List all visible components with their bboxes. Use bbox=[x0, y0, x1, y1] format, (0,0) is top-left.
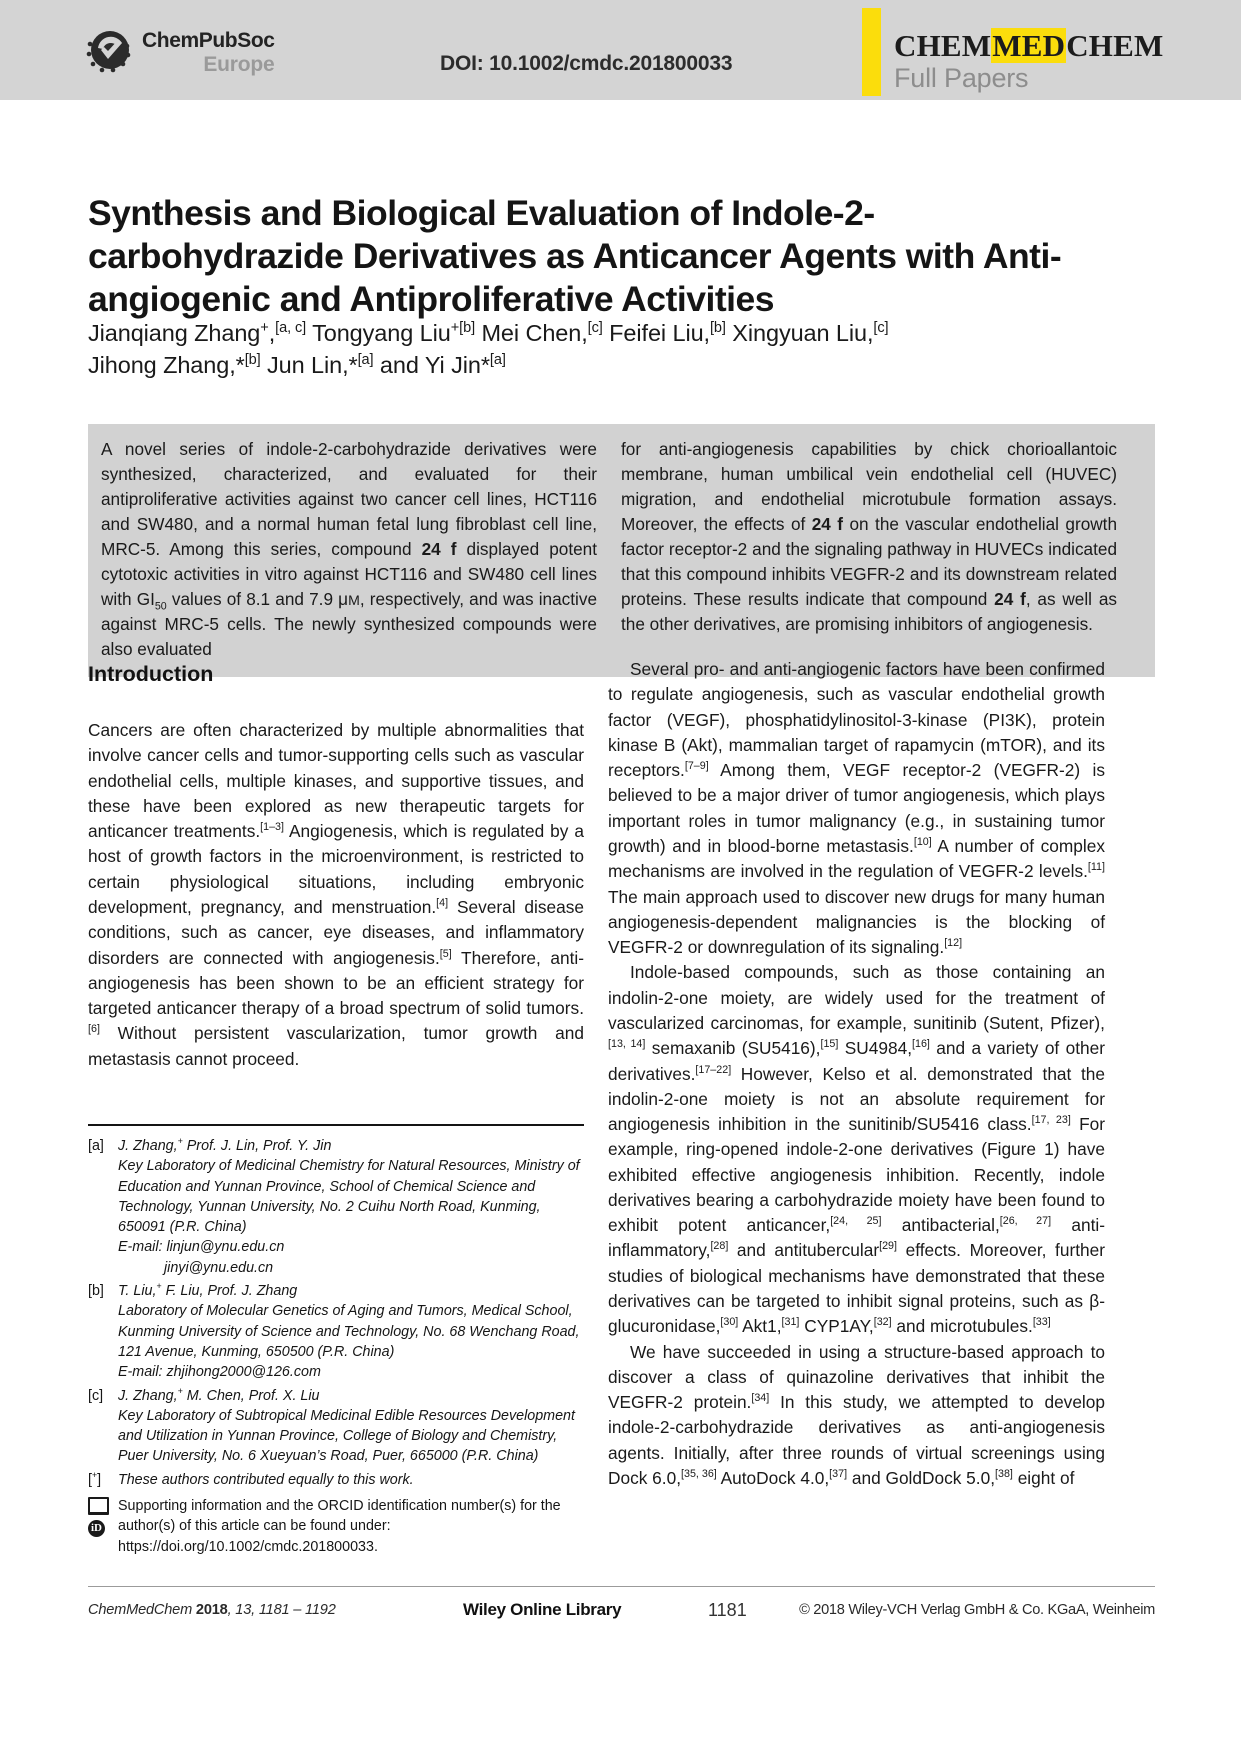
author-affiliation-marker: [c] bbox=[873, 320, 889, 337]
author-line-2: Jihong Zhang,*[b] Jun Lin,*[a] and Yi Jin*[a] bbox=[88, 352, 506, 379]
journal-title-chem1: CHEM bbox=[894, 28, 992, 63]
footnote-body bbox=[118, 1281, 588, 1382]
footnote-email[interactable]: jinyi@ynu.edu.cn bbox=[164, 1259, 274, 1276]
author-affiliation-marker: [a, c] bbox=[275, 320, 307, 337]
footnote-body bbox=[118, 1136, 588, 1278]
logo-primary-text: ChemPubSoc bbox=[142, 29, 275, 52]
paragraph-right-3: We have succeeded in using a structure-based approach to discover a class of quinazoline derivatives that inhibit the VEGFR-2 protein.[34] In this study, we attempted to develop indole-2-carbohydrazide derivatives as anti-angiogenesis agents. Initially, after three rounds of virtual screenings using Dock 6.0,[35, 36] AutoDock 4.0,[37] and GoldDock 5.0,[38] eight of bbox=[608, 1341, 1105, 1488]
author-affiliation-marker: + bbox=[450, 320, 460, 337]
footer-divider bbox=[88, 1586, 1155, 1587]
footer-citation: ChemMedChem 2018, 13, 1181 – 1192 bbox=[88, 1602, 336, 1618]
footnote-entry bbox=[88, 1386, 588, 1467]
author-affiliation-marker: [b] bbox=[459, 320, 476, 337]
footnote-divider bbox=[88, 1124, 584, 1126]
journal-title-med: MED bbox=[992, 28, 1066, 63]
footnote-author-names: J. Zhang,+ M. Chen, Prof. X. Liu bbox=[118, 1385, 320, 1404]
section-heading-introduction: Introduction bbox=[88, 662, 214, 686]
affiliation-footnotes bbox=[88, 1136, 588, 1560]
page-footer bbox=[88, 1600, 1155, 1630]
footnote-tag: [a] bbox=[88, 1138, 104, 1154]
paragraph-right-1: Several pro- and anti-angiogenic factors have been confirmed to regulate angiogenesis, such as vascular endothelial growth factor (VEGF), phosphatidylinositol-3-kinase (PI3K), protein kinase B (Akt), mammalian target of rapamycin (mTOR), and its receptors.[7–9] Among them, VEGF receptor-2 (VEGFR-2) is believed to be a major driver of tumor angiogenesis, which plays important roles in tumor malignancy (e.g., in sustaining tumor growth) and in blood-borne metastasis.[10] A number of complex mechanisms are involved in the regulation of VEGFR-2 levels.[11] The main approach used to discover new drugs for many human angiogenesis-dependent malignancies is the blocking of VEGFR-2 or downregulation of its signaling.[12] bbox=[608, 659, 1105, 958]
footnote-email[interactable]: E-mail: zhjihong2000@126.com bbox=[118, 1364, 321, 1381]
author-line-1: Jianqiang Zhang+,[a, c] Tongyang Liu$^{+[b]}$ Mei Chen,[c] Feifei Liu,[b] Xingyuan Liu,[c] bbox=[88, 320, 889, 346]
footnote-entry bbox=[88, 1136, 588, 1278]
author-affiliation-marker: [b] bbox=[244, 352, 261, 369]
abstract-box bbox=[88, 424, 1155, 677]
author-affiliation-marker: [a] bbox=[489, 352, 506, 369]
footnote-affiliation: Key Laboratory of Subtropical Medicinal Edible Resources Development and Utilization in Yunnan Province, College of Biology and Chemistry, Puer University, No. 6 Xueyuan’s Road, Puer, 665000 (P.R. China) bbox=[118, 1407, 575, 1465]
author-affiliation-marker: [a] bbox=[357, 352, 374, 369]
footnote-email[interactable]: E-mail: linjun@ynu.edu.cn bbox=[118, 1239, 285, 1256]
article-title: Synthesis and Biological Evaluation of Indole-2-carbohydrazide Derivatives as Anticancer Agents with Anti-angiogenic and Antiproliferative Activities bbox=[88, 192, 1062, 320]
footer-platform-label[interactable]: Wiley Online Library bbox=[463, 1600, 622, 1619]
footnote-text: These authors contributed equally to this work. bbox=[118, 1471, 414, 1488]
chempubsoc-logo bbox=[86, 26, 275, 78]
author-affiliation-marker: [b] bbox=[709, 320, 726, 337]
journal-title bbox=[894, 28, 1163, 64]
body-column-left bbox=[88, 718, 584, 1072]
journal-section-label: Full Papers bbox=[894, 63, 1029, 93]
supporting-information-note bbox=[88, 1496, 588, 1557]
supporting-info-line-1: Supporting information and the ORCID identification number(s) for the bbox=[118, 1498, 561, 1515]
page-header-band bbox=[0, 0, 1241, 100]
footnote-body bbox=[118, 1386, 588, 1467]
footnote-author-names: T. Liu,+ F. Liu, Prof. J. Zhang bbox=[118, 1281, 298, 1300]
author-affiliation-marker: + bbox=[260, 320, 269, 337]
yellow-accent-bar bbox=[862, 8, 881, 96]
chempubsoc-mark-icon bbox=[86, 26, 138, 78]
paragraph-left-1: Cancers are often characterized by multiple abnormalities that involve cancer cells and tumor-supporting cells such as vascular endothelial cells, multiple kinases, and supportive tissues, and these have been explored as new therapeutic targets for anticancer treatments.[1–3] Angiogenesis, which is regulated by a host of growth factors in the microenvironment, is restricted to certain physiological situations, including embryonic development, pregnancy, and menstruation.[4] Several disease conditions, such as cancer, eye diseases, and inflammatory disorders are connected with angiogenesis.[5] Therefore, anti-angiogenesis has been shown to be an efficient strategy for targeted anticancer therapy of a broad spectrum of solid tumors.[6] Without persistent vascularization, tumor growth and metastasis cannot proceed. bbox=[88, 720, 585, 1069]
author-affiliation-marker: [c] bbox=[587, 320, 603, 337]
paragraph-right-2: Indole-based compounds, such as those containing an indolin-2-one moiety, are widely used for the treatment of vascularized carcinomas, for example, sunitinib (Sutent, Pfizer),[13, 14] semaxanib (SU5416),[15] SU4984,[16] and a variety of other derivatives.[17–22] However, Kelso et al. demonstrated that the indolin-2-one moiety is not an absolute requirement for angiogenesis inhibition in the sunitinib/SU5416 class.[17, 23] For example, ring-opened indole-2-one derivatives (Figure 1) have exhibited effective angiogenesis inhibition. Recently, indole derivatives bearing a carbohydrazide moiety have been found to exhibit potent anticancer,[24, 25] antibacterial,[26, 27] anti-inflammatory,[28] and antitubercular[29] effects. Moreover, further studies of biological mechanisms have demonstrated that these derivatives can be targeted to inhibit signal proteins, such as β-glucuronidase,[30] Akt1,[31] CYP1AY,[32] and microtubules.[33] bbox=[608, 962, 1106, 1337]
author-list bbox=[88, 317, 1098, 382]
abstract-column-right: for anti-angiogenesis capabilities by chick chorioallantoic membrane, human umbilical vein endothelial cell (HUVEC) migration, and endothelial microtubule formation assays. Moreover, the effects of 24 f on the vascular endothelial growth factor receptor-2 and the signaling pathway in HUVECs indicated that this compound inhibits VEGFR-2 and its downstream related proteins. These results indicate that compound 24 f, as well as the other derivatives, are promising inhibitors of angiogenesis. bbox=[621, 439, 1118, 635]
footnote-author-names: J. Zhang,+ Prof. J. Lin, Prof. Y. Jin bbox=[118, 1136, 332, 1154]
page-number: 1181 bbox=[708, 1600, 747, 1620]
journal-title-chem2: CHEM bbox=[1066, 28, 1164, 63]
footer-copyright: © 2018 Wiley-VCH Verlag GmbH & Co. KGaA, Weinheim bbox=[799, 1602, 1155, 1618]
logo-secondary-text: Europe bbox=[203, 53, 275, 76]
supporting-info-doi-link[interactable]: https://doi.org/10.1002/cmdc.201800033. bbox=[118, 1538, 378, 1555]
supporting-info-line-2: author(s) of this article can be found under: bbox=[118, 1518, 391, 1535]
footnote-tag: [b] bbox=[88, 1283, 104, 1300]
journal-branding bbox=[862, 8, 1182, 96]
orcid-icon: iD bbox=[88, 1520, 105, 1537]
abstract-column-left: A novel series of indole-2-carbohydrazide derivatives were synthesized, characterized, and evaluated for their antiproliferative activities against two cancer cell lines, HCT116 and SW480, and a normal human fetal lung fibroblast cell line, MRC-5. Among this series, compound 24 f displayed potent cytotoxic activities in vitro against HCT116 and SW480 cell lines with $GI_{50}$ values of 8.1 and 7.9 μM, respectively, and was inactive against MRC-5 cells. The newly synthesized compounds were also evaluated bbox=[101, 439, 598, 660]
body-column-right bbox=[608, 657, 1105, 1491]
footnote-list bbox=[88, 1136, 588, 1467]
footnote-tag: [+] bbox=[88, 1469, 102, 1488]
footnote-tag: [c] bbox=[88, 1387, 104, 1404]
footnote-equal-contribution bbox=[88, 1470, 588, 1490]
doi-text: DOI: 10.1002/cmdc.201800033 bbox=[440, 52, 733, 75]
footnote-affiliation: Key Laboratory of Medicinal Chemistry for Natural Resources, Ministry of Education and Yunnan Province, School of Chemical Science and Technology, Yunnan University, No. 2 Cuihu North Road, Kunming, 650091 (P.R. China) bbox=[118, 1158, 580, 1236]
footnote-entry bbox=[88, 1281, 588, 1382]
monitor-icon bbox=[88, 1497, 109, 1515]
footnote-affiliation: Laboratory of Molecular Genetics of Aging and Tumors, Medical School, Kunming University of Science and Technology, No. 68 Wenchang Road, 121 Avenue, Kunming, 650500 (P.R. China) bbox=[118, 1303, 580, 1360]
